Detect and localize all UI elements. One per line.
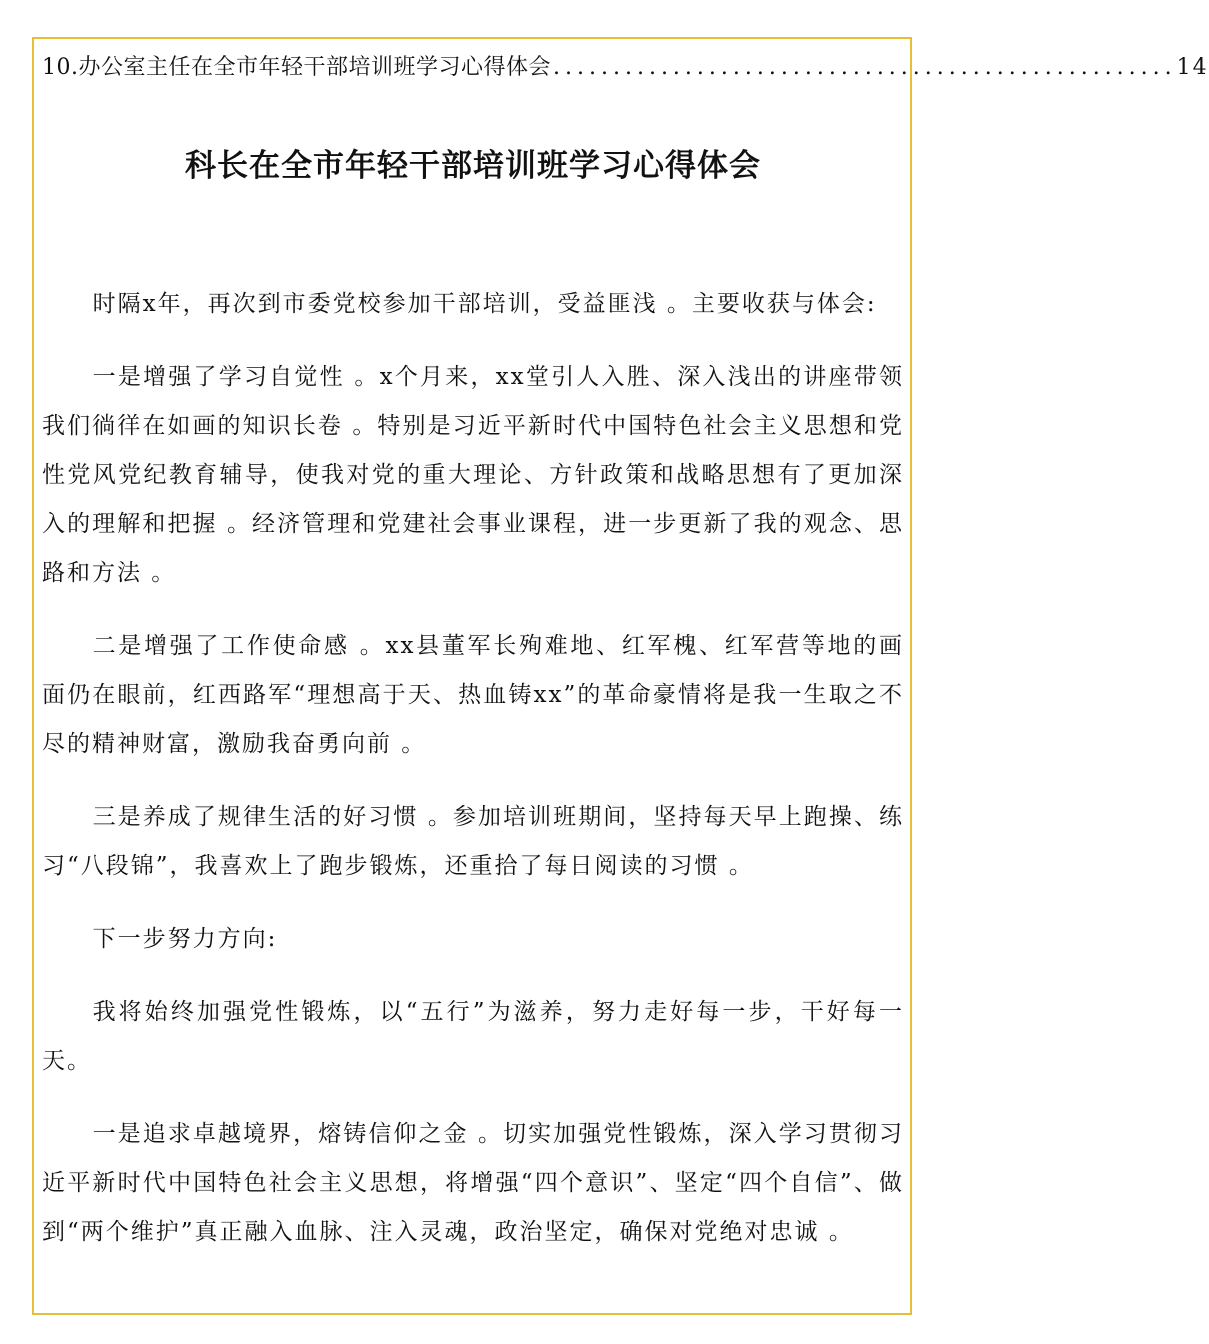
document-title: 科长在全市年轻干部培训班学习心得体会: [185, 148, 761, 184]
paragraph-mission: 二是增强了工作使命感 。xx县董军长殉难地、红军槐、红军营等地的画面仍在眼前，红西路军“理想高于天、热血铸xx”的革命豪情将是我一生取之不尽的精神财富，激励我奋勇向前 。: [42, 633, 904, 757]
toc-entry-title: 10.办公室主任在全市年轻干部培训班学习心得体会: [42, 55, 551, 80]
toc-leader-dots: ....................................................: [553, 55, 1177, 80]
paragraph-faith: 一是追求卓越境界，熔铸信仰之金 。切实加强党性锻炼，深入学习贯彻习近平新时代中国特色社会主义思想，将增强“四个意识”、坚定“四个自信”、做到“两个维护”真正融入血脉、注入灵魂，政治坚定，确保对党绝对忠诚 。: [42, 1121, 904, 1245]
paragraph-intro: 时隔x年，再次到市委党校参加干部培训，受益匪浅 。主要收获与体会:: [92, 291, 877, 317]
document-body: [42, 280, 904, 1281]
toc-page-number: 14: [1176, 55, 1209, 80]
paragraph-next-steps-heading: 下一步努力方向:: [92, 926, 278, 952]
paragraph-learning: 一是增强了学习自觉性 。x个月来，xx堂引人入胜、深入浅出的讲座带领我们徜徉在如画的知识长卷 。特别是习近平新时代中国特色社会主义思想和党性党风党纪教育辅导，使我对党的重大理论、方针政策和战略思想有了更加深入的理解和把握 。经济管理和党建社会事业课程，进一步更新了我的观念、思路和方法 。: [42, 364, 904, 586]
paragraph-commitment: 我将始终加强党性锻炼，以“五行”为滋养，努力走好每一步，干好每一天。: [42, 999, 904, 1074]
toc-entry[interactable]: [42, 50, 1209, 86]
paragraph-habits: 三是养成了规律生活的好习惯 。参加培训班期间，坚持每天早上跑操、练习“八段锦”，我喜欢上了跑步锻炼，还重拾了每日阅读的习惯 。: [42, 804, 904, 879]
